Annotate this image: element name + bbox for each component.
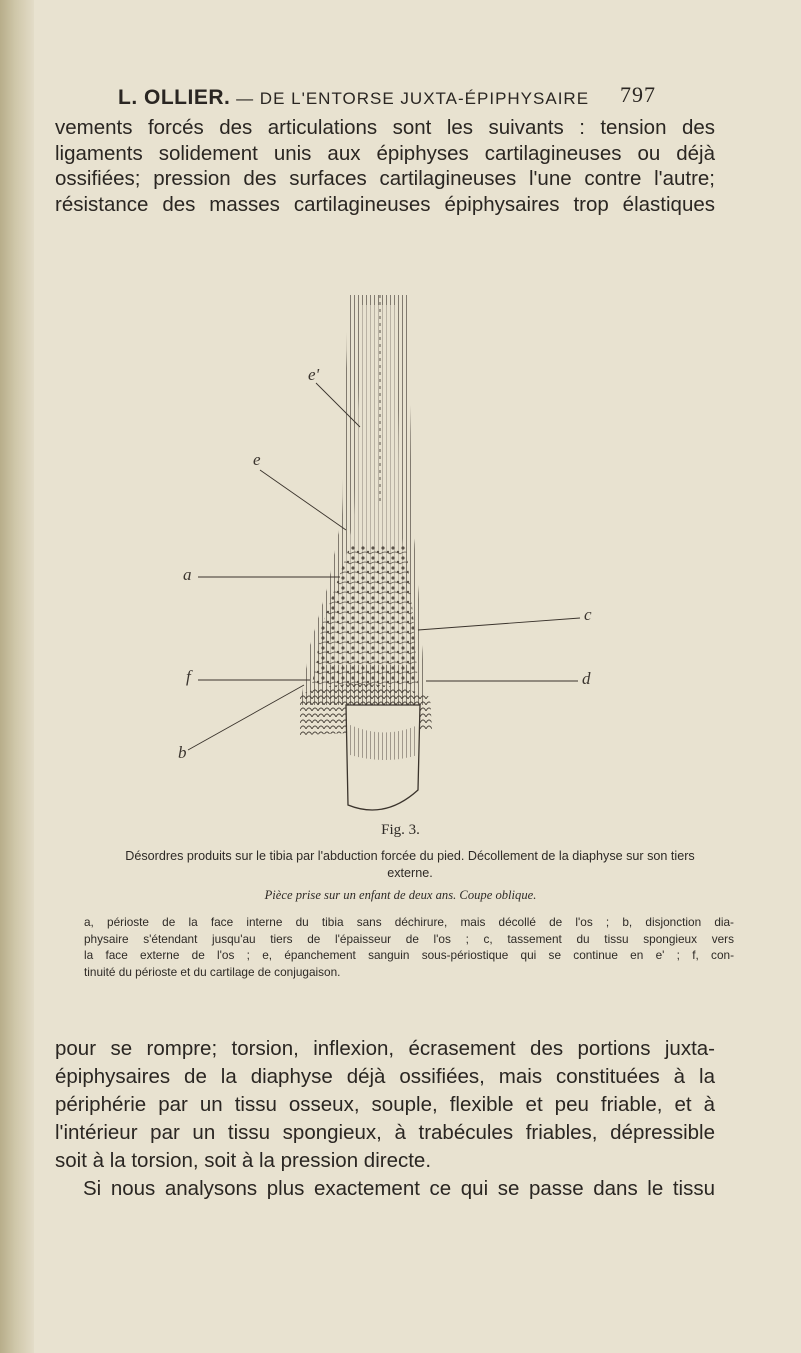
label-c: c	[584, 605, 592, 624]
page-edge-shadow	[0, 0, 34, 1353]
text-line: épiphysaires de la diaphyse déjà ossifiées, mais constituées à la	[55, 1065, 715, 1088]
running-head-dash: —	[236, 89, 255, 108]
text-line: ossifiées; pression des surfaces cartilagineuses l'une contre l'autre;	[55, 167, 715, 190]
legend-line: la face externe de l'os ; e, épanchement sanguin sous-périostique qui se continue en e' ; f, con-	[84, 948, 734, 962]
tibia-illustration	[150, 285, 650, 825]
page-number: 797	[620, 82, 656, 107]
figure-caption: Désordres produits sur le tibia par l'abduction forcée du pied. Décollement de la diaphyse sur son tiers externe.	[125, 849, 695, 880]
legend-line: physaire s'étendant jusqu'au tiers de l'épaisseur de l'os ; c, tassement du tissu spongieux vers	[84, 931, 734, 946]
legend-line: a, périoste de la face interne du tibia sans déchirure, mais décollé de l'os ; b, disjonction dia-	[84, 915, 734, 929]
figure-specimen-note: Pièce prise sur un enfant de deux ans. Coupe oblique.	[264, 888, 537, 902]
legend-line: tinuité du périoste et du cartilage de conjugaison.	[84, 964, 341, 979]
text-line: résistance des masses cartilagineuses épiphysaires trop élastiques	[55, 192, 715, 216]
label-e: e	[253, 450, 261, 469]
text-line: l'intérieur par un tissu spongieux, à trabécules friables, dépressible	[55, 1121, 715, 1144]
text-line: périphérie par un tissu osseux, souple, flexible et peu friable, et à	[55, 1093, 715, 1116]
text-line: vements forcés des articulations sont les suivants : tension des	[55, 116, 715, 139]
top-paragraph	[55, 115, 715, 217]
label-f: f	[186, 667, 191, 686]
label-e-prime: e'	[308, 365, 320, 384]
label-a: a	[183, 565, 192, 584]
text-line: ligaments solidement unis aux épiphyses cartilagineuses ou déjà	[55, 141, 715, 165]
bone-shaft	[300, 295, 432, 810]
tibia-section-figure	[150, 285, 650, 825]
running-head	[118, 82, 678, 110]
text-line: Si nous analysons plus exactement ce qui se passe dans le tissu	[83, 1177, 715, 1200]
figure-number: Fig. 3.	[381, 822, 420, 838]
label-d: d	[582, 669, 591, 688]
label-b: b	[178, 743, 187, 762]
text-line: soit à la torsion, soit à la pression directe.	[55, 1149, 432, 1172]
bottom-paragraph	[55, 1035, 715, 1203]
figure-legend	[84, 914, 734, 980]
running-head-author: L. OLLIER.	[118, 86, 231, 109]
text-line: pour se rompre; torsion, inflexion, écrasement des portions juxta-	[55, 1037, 715, 1060]
running-head-title: DE L'ENTORSE JUXTA-ÉPIPHYSAIRE	[259, 89, 590, 108]
